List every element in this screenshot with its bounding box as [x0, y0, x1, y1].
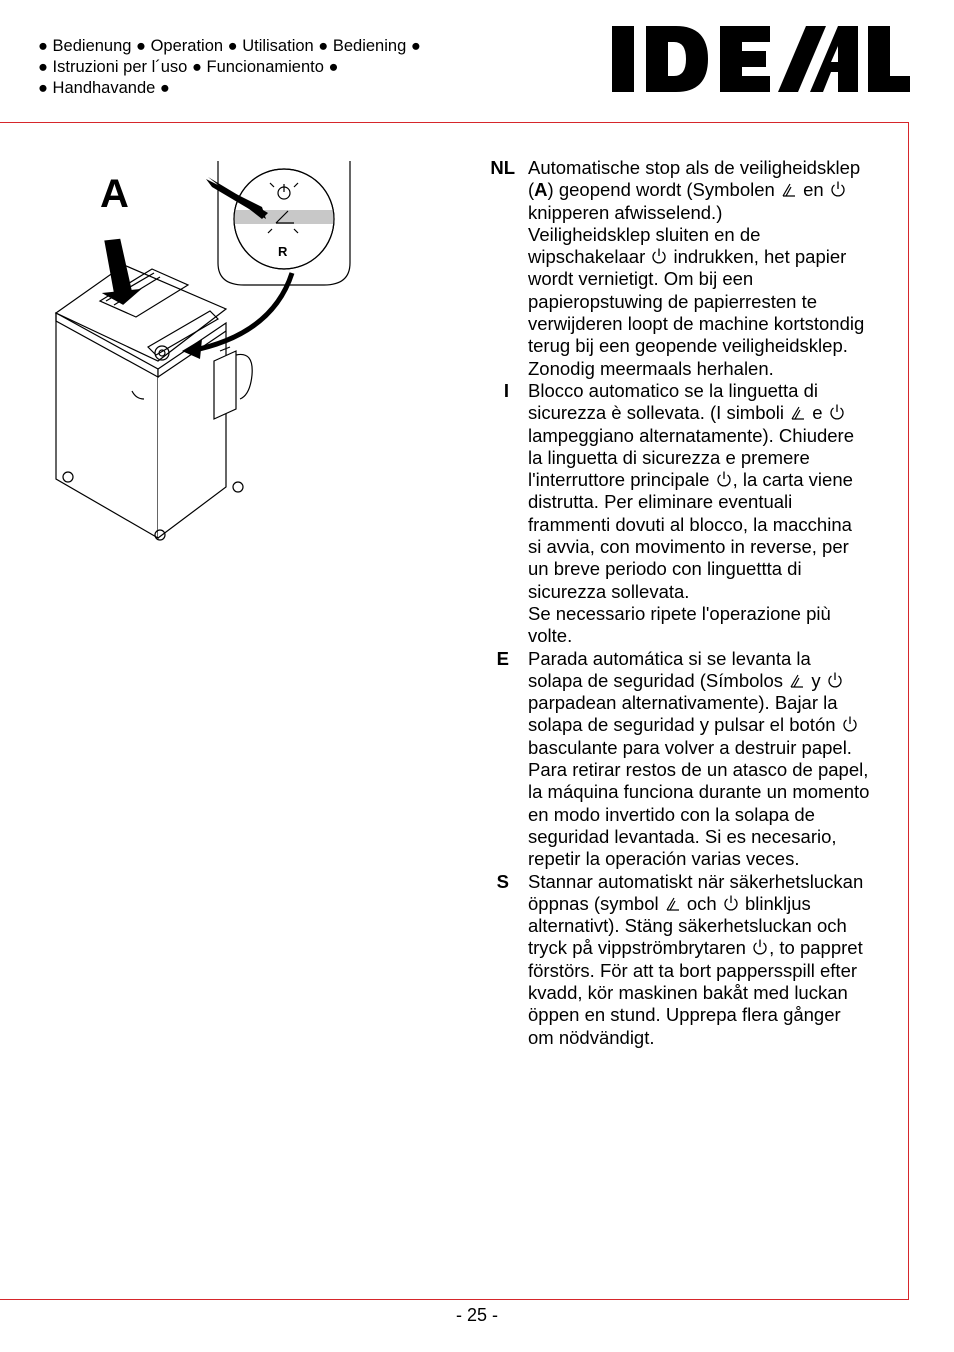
frame-right-line	[908, 122, 909, 1300]
section-text-it	[528, 380, 905, 648]
text-fragment: blinkljus	[744, 892, 811, 914]
nav-line-3: ● Handhavande ●	[38, 79, 170, 97]
power-icon	[826, 671, 844, 689]
text-line: wordt vernietigt. Om bij een	[528, 268, 754, 290]
text-fragment: l'interruttore principale	[528, 469, 710, 491]
text-line: Zonodig meermaals herhalen.	[528, 357, 774, 379]
text-fragment: sicurezza è sollevata. (I simboli	[528, 402, 785, 424]
text-line: Automatische stop als de veiligheidsklep	[528, 157, 861, 178]
section-es	[485, 648, 905, 871]
nav-line-1: ● Bedienung ● Operation ● Utilisation ● Bediening ●	[38, 37, 421, 55]
text-line: lampeggiano alternatamente). Chiudere	[528, 424, 855, 446]
text-fragment: , to pappret	[769, 937, 863, 959]
power-icon	[722, 894, 740, 912]
text-fragment: och	[686, 892, 717, 914]
text-line: en modo invertido con la solapa de	[528, 803, 815, 825]
text-line	[528, 937, 905, 959]
frame-top-line	[0, 122, 909, 123]
text-line: Parada automática si se levanta la	[528, 647, 811, 669]
text-line: Para retirar restos de un atasco de papel,	[528, 759, 869, 781]
power-icon	[841, 715, 859, 733]
text-fragment: öppnas (symbol	[528, 892, 659, 914]
text-line: kvadd, kör maskinen bakåt med luckan	[528, 981, 848, 1003]
text-line: sicurezza sollevata.	[528, 580, 690, 602]
text-line: volte.	[528, 625, 573, 647]
text-fragment: e	[812, 402, 823, 424]
text-fragment: solapa de seguridad y pulsar el botón	[528, 714, 836, 736]
text-line: papieropstuwing de papierresten te	[528, 290, 817, 312]
header-nav	[38, 36, 421, 99]
text-line: Se necessario ripete l'operazione più	[528, 602, 831, 624]
text-fragment: indrukken, het papier	[673, 246, 847, 268]
text-fragment: ) geopend wordt (Symbolen	[547, 179, 775, 201]
ideal-logo	[612, 22, 910, 96]
shredder-illustration	[40, 155, 370, 550]
section-sv	[485, 871, 905, 1049]
text-line: un breve periodo con linguettta di	[528, 558, 802, 580]
section-it	[485, 380, 905, 648]
figure-label-a: A	[100, 172, 129, 216]
text-line: basculante para volver a destruir papel.	[528, 736, 852, 758]
text-line: Stannar automatiskt när säkerhetsluckan	[528, 870, 864, 892]
text-line: distrutta. Per eliminare eventuali	[528, 491, 793, 513]
text-line: öppen en stund. Upprepa flera gånger	[528, 1004, 841, 1026]
text-line: verwijderen loopt de machine kortstondig	[528, 313, 865, 335]
text-line	[528, 402, 905, 424]
power-icon	[751, 938, 769, 956]
power-icon	[828, 403, 846, 421]
page-number: - 25 -	[455, 1305, 498, 1325]
text-fragment: y	[811, 669, 821, 691]
text-line: om nödvändigt.	[528, 1026, 655, 1048]
text-line	[528, 469, 905, 491]
text-line: frammenti dovuti al blocco, la macchina	[528, 513, 852, 535]
text-line: terug bij een geopende veiligheidsklep.	[528, 335, 848, 357]
figure-label-r: R	[278, 244, 288, 259]
power-icon	[650, 247, 668, 265]
callout-reference-a: A	[534, 179, 548, 201]
instructions-content	[485, 157, 905, 1049]
text-fragment: tryck på vippströmbrytaren	[528, 937, 746, 959]
section-text-es	[528, 648, 905, 871]
text-fragment: , la carta viene	[732, 469, 853, 491]
text-line: Veiligheidsklep sluiten en de	[528, 223, 761, 245]
section-text-sv	[528, 871, 905, 1049]
lang-label-sv: S	[496, 870, 509, 892]
text-line: Blocco automatico se la linguetta di	[528, 379, 819, 401]
frame-bottom-line	[0, 1299, 909, 1300]
text-fragment: (	[528, 179, 535, 201]
text-fragment: en	[803, 179, 824, 201]
power-icon	[829, 180, 847, 198]
text-line: la linguetta di sicurezza e premere	[528, 446, 810, 468]
text-line: repetir la operación varias veces.	[528, 848, 800, 870]
lang-label-nl: NL	[490, 157, 515, 178]
power-icon	[715, 470, 733, 488]
text-line: parpadean alternativamente). Bajar la	[528, 692, 838, 714]
text-line: alternativt). Stäng säkerhetsluckan och	[528, 915, 847, 937]
text-line: si avvia, con movimento in reverse, per	[528, 536, 849, 558]
nav-line-2: ● Istruzioni per l´uso ● Funcionamiento ●	[38, 58, 339, 76]
flap-warning-icon	[788, 671, 806, 689]
text-line: la máquina funciona durante un momento	[528, 781, 870, 803]
text-line	[528, 714, 905, 736]
lang-label-it: I	[503, 379, 509, 401]
flap-warning-icon	[789, 403, 807, 421]
text-fragment: wipschakelaar	[528, 246, 646, 268]
flap-warning-icon	[780, 180, 798, 198]
text-line	[528, 893, 905, 915]
text-line	[528, 179, 905, 201]
text-line	[528, 670, 905, 692]
section-text-nl	[528, 157, 905, 380]
text-fragment: solapa de seguridad (Símbolos	[528, 669, 784, 691]
text-line: förstörs. För att ta bort pappersspill efter	[528, 959, 858, 981]
text-line: seguridad levantada. Si es necesario,	[528, 825, 837, 847]
text-line	[528, 246, 905, 268]
lang-label-es: E	[496, 647, 509, 669]
text-line: knipperen afwisselend.)	[528, 201, 723, 223]
flap-warning-icon	[664, 894, 682, 912]
section-nl	[485, 157, 905, 380]
